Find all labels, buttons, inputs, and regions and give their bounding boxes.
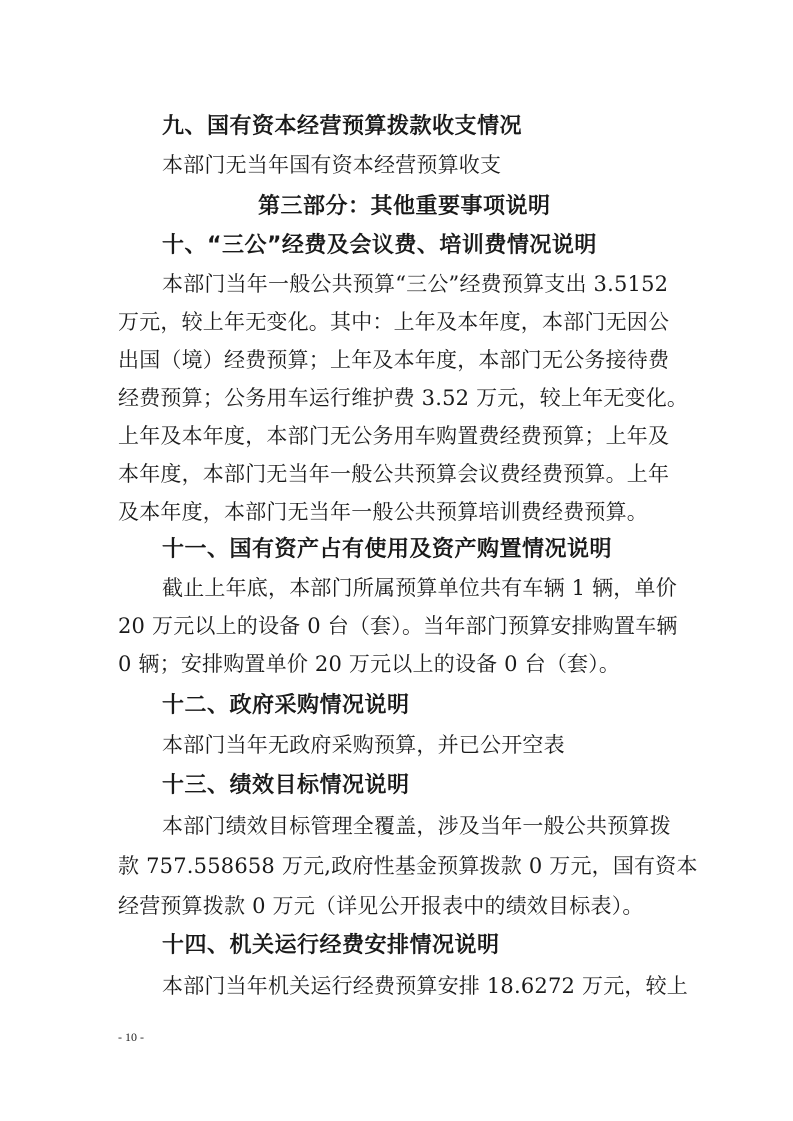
paragraph-line: 本部门当年一般公共预算“三公”经费预算支出 3.5152 [162, 272, 669, 296]
paragraph-line: 本部门绩效目标管理全覆盖，涉及当年一般公共预算拨 [162, 814, 671, 838]
paragraph-line: 及本年度，本部门无当年一般公共预算培训费经费预算。 [118, 500, 648, 524]
paragraph-line: 上年及本年度，本部门无公务用车购置费经费预算；上年及 [118, 424, 670, 448]
paragraph-line: 本年度，本部门无当年一般公共预算会议费经费预算。上年 [118, 462, 670, 486]
paragraph-line: 经费预算；公务用车运行维护费 3.52 万元，较上年无变化。 [118, 386, 689, 410]
section-heading-11: 十一、国有资产占有使用及资产购置情况说明 [162, 537, 613, 562]
paragraph-line: 本部门当年无政府采购预算，并已公开空表 [162, 733, 565, 757]
paragraph-line: 0 辆；安排购置单价 20 万元以上的设备 0 台（套）。 [118, 652, 621, 676]
section-heading-13: 十三、绩效目标情况说明 [162, 773, 410, 798]
paragraph-line: 款 757.558658 万元,政府性基金预算拨款 0 万元，国有资本 [118, 854, 698, 878]
paragraph-line: 本部门当年机关运行经费预算安排 18.6272 万元，较上 [162, 974, 688, 998]
section-heading-12: 十二、政府采购情况说明 [162, 693, 410, 718]
paragraph-line: 出国（境）经费预算；上年及本年度，本部门无公务接待费 [118, 348, 670, 372]
section-heading-14: 十四、机关运行经费安排情况说明 [162, 933, 500, 958]
paragraph-line: 万元，较上年无变化。其中：上年及本年度，本部门无因公 [118, 310, 670, 334]
paragraph-line: 本部门无当年国有资本经营预算收支 [162, 153, 502, 177]
section-heading-10: 十、“三公”经费及会议费、培训费情况说明 [162, 233, 597, 258]
paragraph-line: 截止上年底，本部门所属预算单位共有车辆 1 辆，单价 [162, 576, 677, 600]
paragraph-line: 经营预算拨款 0 万元（详见公开报表中的绩效目标表）。 [118, 894, 644, 918]
paragraph-line: 20 万元以上的设备 0 台（套）。当年部门预算安排购置车辆 [118, 614, 678, 638]
section-heading-9: 九、国有资本经营预算拨款收支情况 [162, 114, 523, 139]
page-number: - 10 - [118, 1030, 144, 1044]
part-title: 第三部分：其他重要事项说明 [258, 194, 551, 219]
